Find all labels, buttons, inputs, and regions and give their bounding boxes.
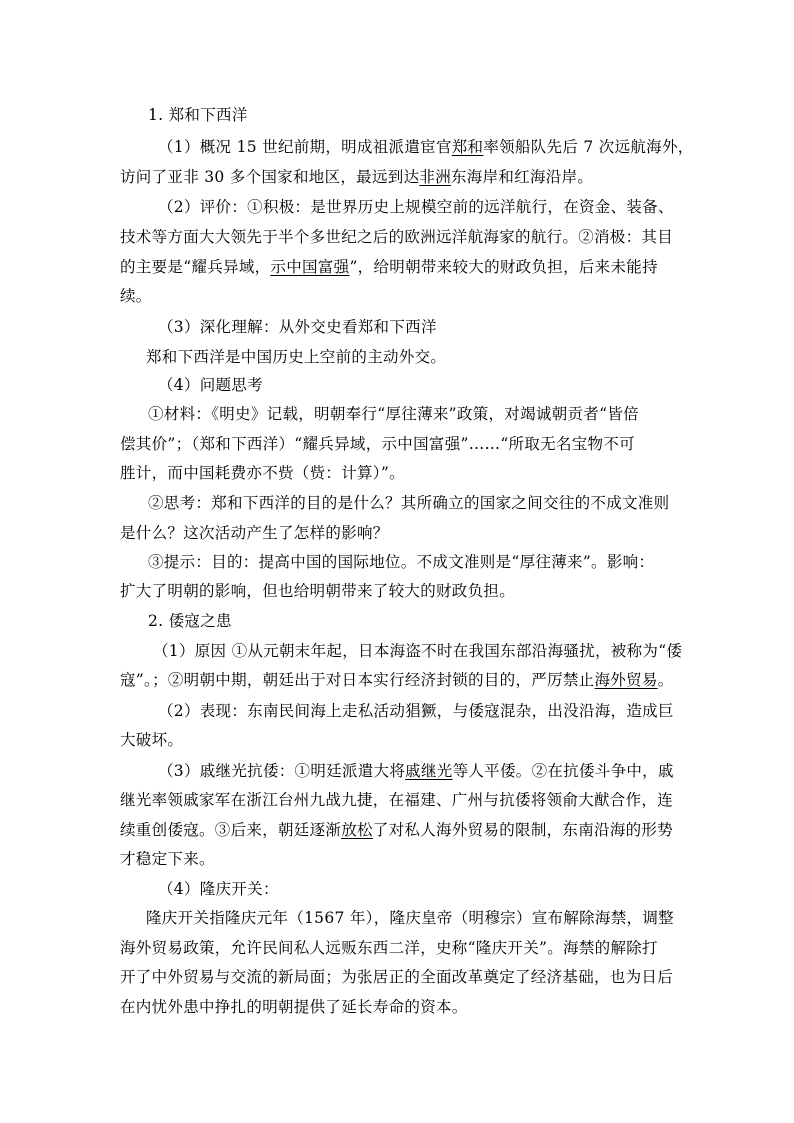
paragraph-line [120,997,468,1017]
paragraph-line [120,167,593,187]
text-span: ”，给明朝带来较大的财政负担，后来未能持 [349,258,658,276]
paragraph-line [158,137,694,157]
paragraph-line [158,197,674,217]
text-span: 续重创倭寇。③后来，朝廷逐渐 [120,821,342,839]
paragraph-line [120,849,215,869]
text-span: （4）隆庆开关： [158,880,279,898]
underlined-term: 放松 [341,821,373,839]
text-span: （2）表现：东南民间海上走私活动猖獗，与倭寇混杂，出没沿海，造成巨 [158,702,674,720]
text-span: 开了中外贸易与交流的新局面；为张居正的全面改革奠定了经济基础，也为日后 [120,968,674,986]
text-span: （1）概况 15 世纪前期，明成祖派遣宦官 [158,138,452,156]
text-span: 访问了亚非 30 多个国家和地区，最远到达 [120,168,420,186]
text-span: 大破坏。 [120,731,184,749]
paragraph-line [146,908,674,928]
paragraph-line [120,790,673,810]
underlined-term: 郑和 [451,138,484,156]
paragraph-line [120,967,673,987]
text-span: ①材料：《明史》记载，明朝奉行“厚往薄来”政策，对竭诚朝贡者“皆倍 [148,405,639,423]
text-span: 才稳定下来。 [120,850,215,868]
text-span: 。 [657,671,674,689]
paragraph-line [120,463,405,483]
paragraph-line [148,404,639,424]
paragraph-line [120,820,673,840]
text-span: 等人平倭。②在抗倭斗争中，戚 [452,762,674,780]
underlined-term: 示中国富强 [270,258,350,276]
text-span: 技术等方面大大领先于半个多世纪之后的欧洲远洋航海家的航行。②消极：其目 [120,228,674,246]
heading-text: 2. 倭寇之患 [148,612,232,630]
paragraph-line [120,670,674,690]
paragraph-line [120,938,658,958]
text-span: 续。 [120,287,152,305]
paragraph-line [158,375,263,395]
text-span: 继光率领戚家军在浙江台州九战九捷，在福建、广州与抗倭将领俞大猷合作，连 [120,791,674,809]
text-span: （4）问题思考 [158,376,263,394]
text-span: 在内忧外患中挣扎的明朝提供了延长寿命的资本。 [120,998,468,1016]
text-span: 寇”。；②明朝中期，朝廷出于对日本实行经济封锁的目的，严厉禁止 [120,671,595,689]
paragraph-line [158,317,437,337]
paragraph-line [120,257,658,277]
underlined-term: 海外贸易 [594,671,658,689]
text-span: （2）评价：①积极：是世界历史上规模空前的远洋航行，在资金、装备、 [158,198,674,216]
paragraph-line [146,347,446,367]
text-span: ②思考：郑和下西洋的目的是什么？其所确立的国家之间交往的不成文准则 [148,494,670,512]
section-heading-wokou [148,611,232,631]
paragraph-line [148,493,669,513]
paragraph-line [153,641,682,661]
paragraph-line [158,879,279,899]
paragraph-line [158,701,674,721]
section-heading-zhenghe [148,105,248,125]
text-span: 扩大了明朝的影响，但也给明朝带来了较大的财政负担。 [120,582,516,600]
text-span: 率领船队先后 7 次远航海外， [483,138,694,156]
paragraph-line [158,761,674,781]
text-span: ③提示：目的：提高中国的国际地位。不成文准则是“厚往薄来”。影响： [148,553,655,571]
paragraph-line [120,581,515,601]
paragraph-line [120,434,635,454]
text-span: 胜计，而中国耗费亦不赀（赀：计算）”。 [120,464,405,482]
text-span: （3）戚继光抗倭：①明廷派遣大将 [158,762,406,780]
paragraph-line [120,286,152,306]
underlined-term: 戚继光 [405,762,453,780]
paragraph-line [120,227,673,247]
text-span: （3）深化理解：从外交史看郑和下西洋 [158,318,437,336]
text-span: 了对私人海外贸易的限制，东南沿海的形势 [372,821,674,839]
paragraph-line [120,730,183,750]
text-span: 隆庆开关指隆庆元年（1567 年），隆庆皇帝（明穆宗）宣布解除海禁，调整 [146,909,674,927]
paragraph-line [120,523,389,543]
text-span: （1）原因 ①从元朝末年起，日本海盗不时在我国东部沿海骚扰，被称为“倭 [153,642,683,660]
text-span: 是什么？这次活动产生了怎样的影响？ [120,524,389,542]
text-span: 郑和下西洋是中国历史上空前的主动外交。 [146,348,447,366]
text-span: 东海岸和红海沿岸。 [451,168,594,186]
text-span: 偿其价”；（郑和下西洋）“耀兵异域，示中国富强”……“所取无名宝物不可 [120,435,635,453]
paragraph-line [148,552,654,572]
heading-text: 1. 郑和下西洋 [148,106,248,124]
text-span: 的主要是“耀兵异域， [120,258,271,276]
text-span: 海外贸易政策，允许民间私人远贩东西二洋，史称“隆庆开关”。海禁的解除打 [120,939,658,957]
underlined-term: 非洲 [419,168,451,186]
